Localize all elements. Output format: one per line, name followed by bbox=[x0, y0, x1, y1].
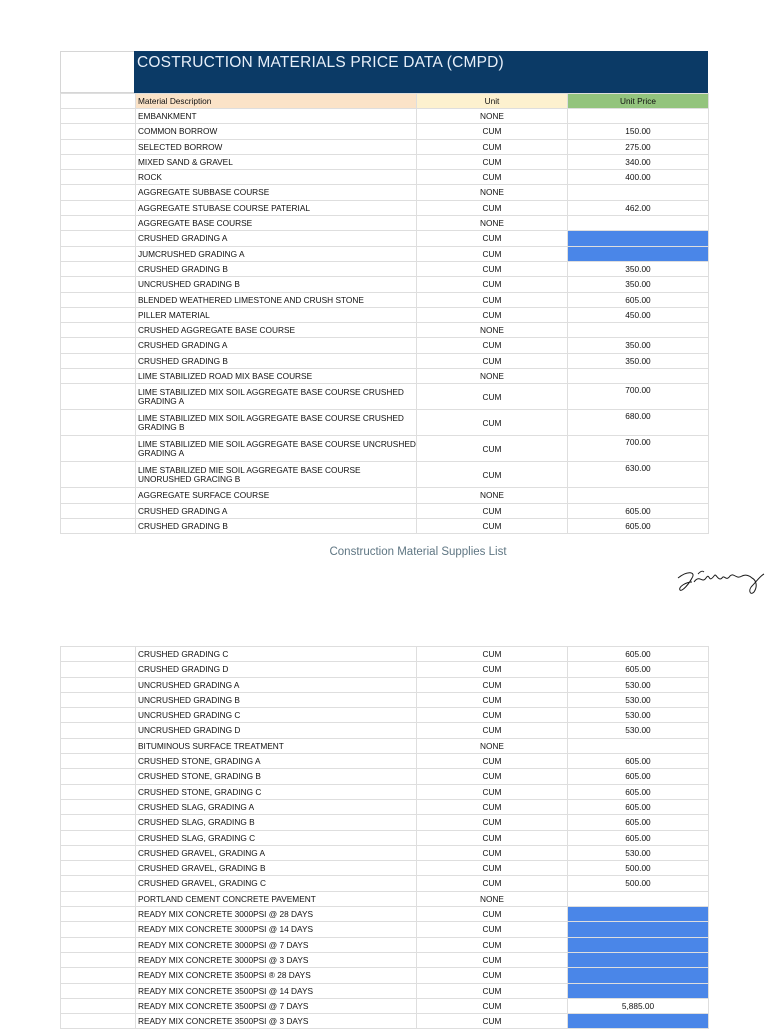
table-row bbox=[61, 503, 709, 518]
row-gutter-cell bbox=[61, 784, 136, 799]
unit-cell: CUM bbox=[417, 462, 568, 488]
row-gutter-cell bbox=[61, 488, 136, 503]
table-row bbox=[61, 170, 709, 185]
table-row bbox=[61, 738, 709, 753]
table-row bbox=[61, 323, 709, 338]
material-description: READY MIX CONCRETE 3500PSI @ 3 DAYS bbox=[136, 1014, 417, 1029]
unit-cell: CUM bbox=[417, 353, 568, 368]
table-row bbox=[61, 139, 709, 154]
table-row bbox=[61, 1014, 709, 1029]
unit-cell: NONE bbox=[417, 369, 568, 384]
row-gutter-cell bbox=[61, 109, 136, 124]
unit-price-cell: 605.00 bbox=[568, 769, 709, 784]
material-description: AGGREGATE STUBASE COURSE PATERIAL bbox=[136, 200, 417, 215]
table-row bbox=[61, 353, 709, 368]
unit-price-cell: 605.00 bbox=[568, 662, 709, 677]
material-description: CRUSHED STONE, GRADING B bbox=[136, 769, 417, 784]
unit-cell: CUM bbox=[417, 723, 568, 738]
material-description: PORTLAND CEMENT CONCRETE PAVEMENT bbox=[136, 891, 417, 906]
row-gutter-cell bbox=[61, 154, 136, 169]
table-row bbox=[61, 277, 709, 292]
unit-price-cell: 530.00 bbox=[568, 692, 709, 707]
unit-price-cell bbox=[568, 246, 709, 261]
material-description: CRUSHED GRAVEL, GRADING A bbox=[136, 845, 417, 860]
unit-price-cell: 605.00 bbox=[568, 784, 709, 799]
table-row bbox=[61, 830, 709, 845]
material-description: CRUSHED STONE, GRADING C bbox=[136, 784, 417, 799]
unit-cell: CUM bbox=[417, 277, 568, 292]
material-description: CRUSHED GRAVEL, GRADING C bbox=[136, 876, 417, 891]
table-row bbox=[61, 876, 709, 891]
table-row bbox=[61, 231, 709, 246]
unit-cell: CUM bbox=[417, 677, 568, 692]
unit-price-cell: 275.00 bbox=[568, 139, 709, 154]
unit-price-cell: 500.00 bbox=[568, 861, 709, 876]
material-description: LIME STABILIZED MIX SOIL AGGREGATE BASE COURSE CRUSHED GRADING B bbox=[136, 410, 417, 436]
price-sheet-bottom bbox=[60, 646, 708, 1029]
material-description: EMBANKMENT bbox=[136, 109, 417, 124]
table-row bbox=[61, 922, 709, 937]
table-row bbox=[61, 436, 709, 462]
row-gutter-cell bbox=[61, 861, 136, 876]
row-gutter-cell bbox=[61, 338, 136, 353]
material-description: LIME STABILIZED ROAD MIX BASE COURSE bbox=[136, 369, 417, 384]
unit-cell: NONE bbox=[417, 216, 568, 231]
unit-cell: CUM bbox=[417, 983, 568, 998]
unit-cell: CUM bbox=[417, 799, 568, 814]
unit-price-cell: 605.00 bbox=[568, 815, 709, 830]
unit-cell: NONE bbox=[417, 738, 568, 753]
signature-image bbox=[672, 562, 768, 598]
unit-price-cell: 462.00 bbox=[568, 200, 709, 215]
unit-price-cell: 605.00 bbox=[568, 830, 709, 845]
row-gutter-cell bbox=[61, 998, 136, 1013]
row-gutter-cell bbox=[61, 922, 136, 937]
material-description: CRUSHED GRADING C bbox=[136, 647, 417, 662]
unit-cell: CUM bbox=[417, 754, 568, 769]
row-gutter-cell bbox=[61, 410, 136, 436]
unit-price-cell: 450.00 bbox=[568, 307, 709, 322]
table-row bbox=[61, 338, 709, 353]
unit-cell: CUM bbox=[417, 384, 568, 410]
unit-cell: CUM bbox=[417, 876, 568, 891]
unit-cell: CUM bbox=[417, 261, 568, 276]
row-gutter-cell bbox=[61, 124, 136, 139]
unit-cell: CUM bbox=[417, 307, 568, 322]
unit-price-cell: 605.00 bbox=[568, 292, 709, 307]
table-row bbox=[61, 647, 709, 662]
unit-cell: CUM bbox=[417, 784, 568, 799]
material-description: ROCK bbox=[136, 170, 417, 185]
material-description: READY MIX CONCRETE 3500PSI @ 7 DAYS bbox=[136, 998, 417, 1013]
row-gutter-cell bbox=[61, 353, 136, 368]
table-row bbox=[61, 185, 709, 200]
unit-price-cell: 605.00 bbox=[568, 647, 709, 662]
row-gutter-cell bbox=[61, 292, 136, 307]
row-gutter-cell bbox=[61, 692, 136, 707]
table-row bbox=[61, 861, 709, 876]
unit-price-cell bbox=[568, 968, 709, 983]
unit-cell: NONE bbox=[417, 488, 568, 503]
material-description: PILLER MATERIAL bbox=[136, 307, 417, 322]
material-description: READY MIX CONCRETE 3000PSI @ 14 DAYS bbox=[136, 922, 417, 937]
material-description: CRUSHED STONE, GRADING A bbox=[136, 754, 417, 769]
unit-price-cell bbox=[568, 983, 709, 998]
unit-cell: CUM bbox=[417, 815, 568, 830]
unit-price-cell: 605.00 bbox=[568, 518, 709, 533]
unit-price-cell: 605.00 bbox=[568, 754, 709, 769]
material-description: AGGREGATE BASE COURSE bbox=[136, 216, 417, 231]
material-description: CRUSHED GRAVEL, GRADING B bbox=[136, 861, 417, 876]
row-gutter-cell bbox=[61, 769, 136, 784]
unit-price-cell bbox=[568, 488, 709, 503]
unit-cell: CUM bbox=[417, 1014, 568, 1029]
table-row bbox=[61, 907, 709, 922]
material-description: BITUMINOUS SURFACE TREATMENT bbox=[136, 738, 417, 753]
header-price: Unit Price bbox=[568, 94, 709, 109]
material-description: CRUSHED GRADING D bbox=[136, 662, 417, 677]
material-description: CRUSHED GRADING B bbox=[136, 353, 417, 368]
material-description: READY MIX CONCRETE 3500PSI ® 28 DAYS bbox=[136, 968, 417, 983]
material-description: LIME STABILIZED MIE SOIL AGGREGATE BASE COURSE UNCRUSHED GRADING A bbox=[136, 436, 417, 462]
unit-price-cell: 530.00 bbox=[568, 845, 709, 860]
unit-cell: CUM bbox=[417, 907, 568, 922]
material-description: CRUSHED SLAG, GRADING B bbox=[136, 815, 417, 830]
table-row bbox=[61, 154, 709, 169]
blank-cell bbox=[61, 94, 136, 109]
unit-price-cell: 530.00 bbox=[568, 723, 709, 738]
table-row bbox=[61, 983, 709, 998]
header-unit: Unit bbox=[417, 94, 568, 109]
unit-cell: CUM bbox=[417, 518, 568, 533]
material-description: BLENDED WEATHERED LIMESTONE AND CRUSH STONE bbox=[136, 292, 417, 307]
table-row bbox=[61, 998, 709, 1013]
row-gutter-cell bbox=[61, 952, 136, 967]
table-row bbox=[61, 488, 709, 503]
material-description: SELECTED BORROW bbox=[136, 139, 417, 154]
material-description: READY MIX CONCRETE 3500PSI @ 14 DAYS bbox=[136, 983, 417, 998]
table-row bbox=[61, 216, 709, 231]
row-gutter-cell bbox=[61, 231, 136, 246]
unit-cell: CUM bbox=[417, 246, 568, 261]
table-row bbox=[61, 462, 709, 488]
table-row bbox=[61, 307, 709, 322]
material-description: UNCRUSHED GRADING B bbox=[136, 692, 417, 707]
unit-cell: CUM bbox=[417, 647, 568, 662]
unit-cell: CUM bbox=[417, 708, 568, 723]
material-description: UNCRUSHED GRADING B bbox=[136, 277, 417, 292]
unit-price-cell bbox=[568, 952, 709, 967]
unit-cell: CUM bbox=[417, 968, 568, 983]
table-row bbox=[61, 754, 709, 769]
table-row bbox=[61, 692, 709, 707]
unit-price-cell bbox=[568, 231, 709, 246]
sheet-title: COSTRUCTION MATERIALS PRICE DATA (CMPD) bbox=[134, 51, 708, 93]
table-row bbox=[61, 109, 709, 124]
unit-cell: CUM bbox=[417, 292, 568, 307]
price-sheet-top bbox=[60, 51, 708, 534]
row-gutter-cell bbox=[61, 891, 136, 906]
row-gutter-cell bbox=[61, 200, 136, 215]
row-gutter-cell bbox=[61, 323, 136, 338]
row-gutter-cell bbox=[61, 845, 136, 860]
table-row bbox=[61, 200, 709, 215]
unit-price-cell: 5,885.00 bbox=[568, 998, 709, 1013]
table-row bbox=[61, 662, 709, 677]
unit-price-cell: 605.00 bbox=[568, 799, 709, 814]
row-gutter-cell bbox=[61, 139, 136, 154]
row-gutter-cell bbox=[61, 216, 136, 231]
row-gutter-cell bbox=[61, 708, 136, 723]
unit-cell: CUM bbox=[417, 124, 568, 139]
unit-cell: CUM bbox=[417, 952, 568, 967]
row-gutter-cell bbox=[61, 261, 136, 276]
material-description: MIXED SAND & GRAVEL bbox=[136, 154, 417, 169]
row-gutter-cell bbox=[61, 815, 136, 830]
header-description: Material Description bbox=[136, 94, 417, 109]
material-description: CRUSHED SLAG, GRADING A bbox=[136, 799, 417, 814]
material-description: CRUSHED AGGREGATE BASE COURSE bbox=[136, 323, 417, 338]
unit-price-cell: 150.00 bbox=[568, 124, 709, 139]
unit-price-cell: 700.00 bbox=[568, 436, 709, 462]
unit-price-cell bbox=[568, 216, 709, 231]
material-description: AGGREGATE SURFACE COURSE bbox=[136, 488, 417, 503]
unit-price-cell bbox=[568, 738, 709, 753]
unit-cell: CUM bbox=[417, 410, 568, 436]
material-description: CRUSHED GRADING A bbox=[136, 338, 417, 353]
table-row bbox=[61, 124, 709, 139]
row-gutter-cell bbox=[61, 907, 136, 922]
unit-price-cell: 605.00 bbox=[568, 503, 709, 518]
table-row bbox=[61, 723, 709, 738]
row-gutter-cell bbox=[61, 246, 136, 261]
unit-cell: CUM bbox=[417, 154, 568, 169]
row-gutter-cell bbox=[61, 723, 136, 738]
row-gutter-cell bbox=[61, 518, 136, 533]
table-row bbox=[61, 369, 709, 384]
table-row bbox=[61, 261, 709, 276]
unit-cell: CUM bbox=[417, 922, 568, 937]
material-description: CRUSHED SLAG, GRADING C bbox=[136, 830, 417, 845]
material-description: READY MIX CONCRETE 3000PSI @ 7 DAYS bbox=[136, 937, 417, 952]
unit-cell: CUM bbox=[417, 861, 568, 876]
table-row bbox=[61, 799, 709, 814]
table-row bbox=[61, 518, 709, 533]
row-gutter-cell bbox=[61, 830, 136, 845]
unit-price-cell bbox=[568, 937, 709, 952]
table-row bbox=[61, 677, 709, 692]
unit-price-cell bbox=[568, 323, 709, 338]
row-gutter-cell bbox=[61, 277, 136, 292]
unit-price-cell: 350.00 bbox=[568, 261, 709, 276]
unit-cell: NONE bbox=[417, 185, 568, 200]
row-gutter-cell bbox=[61, 503, 136, 518]
table-row bbox=[61, 708, 709, 723]
unit-price-cell: 340.00 bbox=[568, 154, 709, 169]
material-description: CRUSHED GRADING A bbox=[136, 231, 417, 246]
table-row bbox=[61, 246, 709, 261]
row-gutter-cell bbox=[61, 876, 136, 891]
corner-cell bbox=[60, 51, 134, 93]
unit-price-cell bbox=[568, 1014, 709, 1029]
material-description: COMMON BORROW bbox=[136, 124, 417, 139]
table-row bbox=[61, 952, 709, 967]
table-row bbox=[61, 769, 709, 784]
row-gutter-cell bbox=[61, 677, 136, 692]
unit-cell: CUM bbox=[417, 845, 568, 860]
table-row bbox=[61, 384, 709, 410]
unit-cell: CUM bbox=[417, 338, 568, 353]
unit-price-cell: 350.00 bbox=[568, 277, 709, 292]
material-description: AGGREGATE SUBBASE COURSE bbox=[136, 185, 417, 200]
row-gutter-cell bbox=[61, 662, 136, 677]
unit-cell: NONE bbox=[417, 891, 568, 906]
row-gutter-cell bbox=[61, 968, 136, 983]
unit-cell: CUM bbox=[417, 139, 568, 154]
unit-price-cell: 350.00 bbox=[568, 338, 709, 353]
unit-cell: CUM bbox=[417, 662, 568, 677]
price-table-bottom bbox=[60, 646, 709, 1029]
unit-price-cell bbox=[568, 369, 709, 384]
unit-price-cell bbox=[568, 109, 709, 124]
material-description: LIME STABILIZED MIE SOIL AGGREGATE BASE COURSE UNORUSHED GRACING B bbox=[136, 462, 417, 488]
row-gutter-cell bbox=[61, 937, 136, 952]
unit-price-cell bbox=[568, 907, 709, 922]
unit-price-cell: 630.00 bbox=[568, 462, 709, 488]
table-row bbox=[61, 937, 709, 952]
unit-price-cell bbox=[568, 922, 709, 937]
table-row bbox=[61, 845, 709, 860]
unit-price-cell bbox=[568, 891, 709, 906]
unit-cell: NONE bbox=[417, 109, 568, 124]
material-description: UNCRUSHED GRADING D bbox=[136, 723, 417, 738]
unit-price-cell: 400.00 bbox=[568, 170, 709, 185]
material-description: CRUSHED GRADING B bbox=[136, 518, 417, 533]
material-description: UNCRUSHED GRADING A bbox=[136, 677, 417, 692]
row-gutter-cell bbox=[61, 1014, 136, 1029]
material-description: READY MIX CONCRETE 3000PSI @ 3 DAYS bbox=[136, 952, 417, 967]
unit-price-cell: 500.00 bbox=[568, 876, 709, 891]
unit-cell: CUM bbox=[417, 830, 568, 845]
table-row bbox=[61, 815, 709, 830]
row-gutter-cell bbox=[61, 170, 136, 185]
unit-price-cell: 530.00 bbox=[568, 708, 709, 723]
row-gutter-cell bbox=[61, 436, 136, 462]
material-description: LIME STABILIZED MIX SOIL AGGREGATE BASE COURSE CRUSHED GRADING A bbox=[136, 384, 417, 410]
material-description: READY MIX CONCRETE 3000PSI @ 28 DAYS bbox=[136, 907, 417, 922]
table-row bbox=[61, 968, 709, 983]
row-gutter-cell bbox=[61, 799, 136, 814]
unit-cell: NONE bbox=[417, 323, 568, 338]
row-gutter-cell bbox=[61, 185, 136, 200]
material-description: CRUSHED GRADING A bbox=[136, 503, 417, 518]
row-gutter-cell bbox=[61, 307, 136, 322]
unit-cell: CUM bbox=[417, 200, 568, 215]
material-description: JUMCRUSHED GRADING A bbox=[136, 246, 417, 261]
material-description: UNCRUSHED GRADING C bbox=[136, 708, 417, 723]
table-row bbox=[61, 292, 709, 307]
row-gutter-cell bbox=[61, 384, 136, 410]
unit-cell: CUM bbox=[417, 231, 568, 246]
unit-price-cell bbox=[568, 185, 709, 200]
unit-cell: CUM bbox=[417, 998, 568, 1013]
table-row bbox=[61, 891, 709, 906]
price-table-top bbox=[60, 93, 709, 534]
material-description: CRUSHED GRADING B bbox=[136, 261, 417, 276]
row-gutter-cell bbox=[61, 738, 136, 753]
table-row bbox=[61, 410, 709, 436]
unit-cell: CUM bbox=[417, 937, 568, 952]
unit-cell: CUM bbox=[417, 503, 568, 518]
unit-cell: CUM bbox=[417, 436, 568, 462]
unit-cell: CUM bbox=[417, 170, 568, 185]
row-gutter-cell bbox=[61, 754, 136, 769]
row-gutter-cell bbox=[61, 647, 136, 662]
unit-cell: CUM bbox=[417, 769, 568, 784]
unit-price-cell: 680.00 bbox=[568, 410, 709, 436]
unit-cell: CUM bbox=[417, 692, 568, 707]
unit-price-cell: 350.00 bbox=[568, 353, 709, 368]
unit-price-cell: 530.00 bbox=[568, 677, 709, 692]
row-gutter-cell bbox=[61, 462, 136, 488]
row-gutter-cell bbox=[61, 369, 136, 384]
header-row bbox=[61, 94, 709, 109]
unit-price-cell: 700.00 bbox=[568, 384, 709, 410]
row-gutter-cell bbox=[61, 983, 136, 998]
page-caption: Construction Material Supplies List bbox=[329, 546, 507, 558]
table-row bbox=[61, 784, 709, 799]
